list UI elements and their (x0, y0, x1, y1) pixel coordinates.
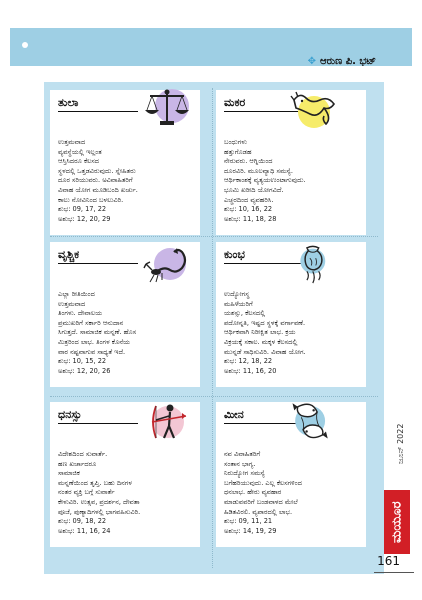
prediction-line: ಪ್ರಮುಖರಿಗೆ ಸರ್ಕಾರಿ ಆನುದಾನ (58, 318, 124, 327)
magazine-tab (384, 490, 410, 554)
prediction-line: ನವ ವಿವಾಹಿತರಿಗೆ (224, 450, 261, 458)
author-line (308, 56, 376, 67)
sign-title: ಧನಸ್ಸು (58, 408, 138, 424)
unlucky-dates: ಅಶುಭ: 14, 19, 29 (224, 526, 277, 535)
lucky-dates: ಶುಭ: 09, 18, 22 (58, 517, 107, 526)
lucky-dates: ಶುಭ: 09, 17, 22 (58, 205, 107, 214)
unlucky-dates: ಅಶುಭ: 11, 16, 20 (224, 366, 277, 375)
scorpio-scorpion-icon (142, 242, 192, 286)
author-marker-icon: ✥ (307, 56, 317, 67)
prediction-line: ಹತ್ತುಗೊಡಹ (224, 147, 252, 156)
prediction-line: ಮುನ್ನಡೆ ಸಾಧಿಸುವಿರಿ. ವಿವಾಹ ಯೋಗ. (224, 347, 306, 356)
sign-prediction (58, 138, 208, 224)
unlucky-dates: ಅಶುಭ: 11, 18, 28 (224, 214, 277, 223)
prediction-line: ಎಚ್ಚರದಿಂದ ವ್ಯವಹರಿಸಿ. (224, 195, 274, 204)
unlucky-dates: ಅಶುಭ: 11, 16, 24 (58, 526, 111, 535)
issue-date: ಜೂನ್ 2022 (396, 423, 405, 465)
sign-title: ತುಲಾ (58, 96, 138, 112)
lucky-dates: ಶುಭ: 10, 15, 22 (58, 357, 107, 366)
unlucky-dates: ಅಶುಭ: 12, 20, 26 (58, 366, 111, 375)
prediction-line: ಮಿತ್ರರಿಂದ ಲಾಭ. ತಿಂಗಳ ಕೊನೆಯ (58, 337, 131, 346)
sign-title: ಕುಂಭ (224, 248, 304, 264)
magazine-name: ಮಯೂರ (384, 490, 410, 554)
row-divider-2 (50, 396, 378, 397)
sign-prediction (224, 450, 374, 536)
prediction-line: ದೂರವಿರಿ. ಮೂಲವ್ಯಾಧಿ ಸಮಸ್ಯೆ. (224, 166, 293, 175)
lucky-dates: ಶುಭ: 09, 11, 21 (224, 517, 273, 526)
sign-prediction (58, 450, 208, 536)
libra-scales-icon (142, 86, 192, 130)
prediction-line: ಬಂಧುಗಳು (224, 138, 247, 146)
prediction-line: ಉತ್ತಮವಾದ (58, 138, 86, 146)
sign-prediction (224, 290, 374, 376)
page-number-rule (374, 572, 414, 573)
row-divider-1 (50, 236, 378, 237)
prediction-line: ವಿವಾಹ ಯೋಗ ಮೂಡಿಬಂದಿ ಖರ್ಚು. (58, 185, 138, 194)
prediction-line: ಮಾಡುವವರಿಗೆ ಬಂಡವಾಳದ ಮೇಲೆ (224, 497, 298, 506)
prediction-line: ವಿದೇಶದಿಂದ ಸುವಾರ್ತೆ. (58, 450, 108, 458)
prediction-line: ವ್ಯವಸ್ಥೆಯಲ್ಲಿ ಇಲ್ಲಂತ (58, 147, 102, 156)
prediction-line: ನೇರುವರು. ಆಗ್ನಿಯಿಂದ (224, 157, 273, 166)
prediction-line: ಮಹಿಳೆಯರಿಗೆ (224, 299, 253, 308)
prediction-line: ಮನ್ನಣೆಯಿಂದ ತೃಪ್ತಿ. ಬಹು ದಿನಗಳ (58, 478, 132, 487)
prediction-line: ಸಂತಾನ ಭಾಗ್ಯ. (224, 459, 256, 468)
author-name: ಆರುಣ ಪಿ. ಭಟ್ (320, 56, 376, 67)
header-dot (22, 42, 28, 48)
sign-title: ಮೀನ (224, 408, 304, 424)
prediction-line: ಕಾಲು ನೋವಿನಿಂದ ಬಳಲುವಿರಿ. (58, 195, 124, 204)
sagittarius-archer-icon (142, 400, 192, 444)
prediction-line: ಎಲ್ಲಾ ರೀತಿಯಿಂದ (58, 290, 95, 298)
prediction-line: ಸ್ಥಳದಲ್ಲಿ ಒತ್ತಡವಿರುವುದು. ಸ್ನೇಹಿತರು (58, 166, 136, 175)
page-number: 161 (377, 554, 400, 568)
prediction-line: ಸಿಗುತ್ತದೆ. ಸಾಮಾಜಿಕ ಮನ್ನಣೆ. ಹೊಸ (58, 328, 137, 337)
prediction-line: ಪದೋನ್ನತಿ, ಇಷ್ಟದ ಸ್ಥಳಕ್ಕೆ ವರ್ಗಾವಣೆ. (224, 318, 306, 327)
prediction-line: ಉತ್ತಮವಾದ (58, 299, 86, 308)
prediction-line: ನಂತರ ವ್ಯಕ್ತಿ ಬಗ್ಗೆ ಸುವಾರ್ತೆ (58, 488, 115, 497)
prediction-line: ಯಶಸ್ಸು, ಕೆಲಸದಲ್ಲಿ (224, 309, 266, 318)
prediction-line: ಪೂಜೆ, ಪುಣ್ಯಾದಿಗಳಲ್ಲಿ ಭಾಗವಹಿಸುವಿರಿ. (58, 507, 141, 516)
prediction-line: ಧನಲಾಭ. ಹೇರು ವ್ಯವಹಾರ (224, 488, 282, 497)
prediction-line: ವಿಕ್ರಯಕ್ಕೆ ಸಕಾಲ. ಮಕ್ಕಳ ಕೆಲಸದಲ್ಲಿ (224, 337, 298, 346)
prediction-line: ಬಗೆಹರಿಯುವುದು. ಎಲ್ಲ ಕೆಲಸಗಳಿಂದ (224, 478, 302, 487)
prediction-line: ವಾರ ನಷ್ಟವಾಗುವ ಸಾಧ್ಯತೆ ಇದೆ. (58, 347, 126, 356)
sign-prediction (224, 138, 374, 224)
capricorn-icon (290, 88, 340, 132)
lucky-dates: ಶುಭ: 10, 16, 22 (224, 205, 273, 214)
column-divider (212, 88, 213, 568)
lucky-dates: ಶುಭ: 12, 18, 22 (224, 357, 273, 366)
prediction-line: ಉದ್ಯೋಗಸ್ಥ (224, 290, 250, 298)
sign-prediction (58, 290, 208, 376)
prediction-line: ಸಾಮಾಜಿಕ (58, 469, 80, 478)
aquarius-pot-icon (290, 242, 340, 286)
prediction-line: ಭೂಮಿ ಖರೀದಿ ಯೋಗವಿದೆ. (224, 185, 284, 194)
prediction-line: ತಿಂಗಳು. ದೇವಾಲಯ (58, 309, 103, 318)
pisces-fish-icon (286, 398, 336, 442)
prediction-line: ಆರ್ಥಿಕವಾಗಿ ನಿರೀಕ್ಷಿತ ಲಾಭ. ಕ್ರಯ (224, 328, 296, 337)
prediction-line: ದೂರ ಸರಿಯುವರು. ಅವಿವಾಹಿತರಿಗೆ (58, 176, 133, 185)
prediction-line: ಹಣ ಖರ್ಚಾದರೂ (58, 459, 97, 468)
prediction-line: ಕೇಳುವಿರಿ. ಉತ್ಸವ, ಪ್ರದರ್ಶನ, ದೇವತಾ (58, 497, 140, 506)
sign-title: ಮಕರ (224, 96, 304, 112)
unlucky-dates: ಅಶುಭ: 12, 20, 29 (58, 214, 111, 223)
prediction-line: ಆಸ್ತಿಸಿದರೂ ಕೆಲಸದ (58, 157, 100, 166)
sign-title: ವೃಶ್ಚಿಕ (58, 248, 138, 264)
prediction-line: ಹಿಡಿತವಿರಲಿ. ವ್ಯಪಾರದಲ್ಲಿ ಲಾಭ. (224, 507, 293, 516)
prediction-line: ನಿರುದ್ಯೋಗ ಸಮಸ್ಯೆ (224, 469, 265, 478)
prediction-line: ಆರ್ಥಿಕಾಂಶಕ್ಕೆ ವ್ಯತ್ಯಯಉಂಟಾಗುವುದು. (224, 176, 306, 185)
